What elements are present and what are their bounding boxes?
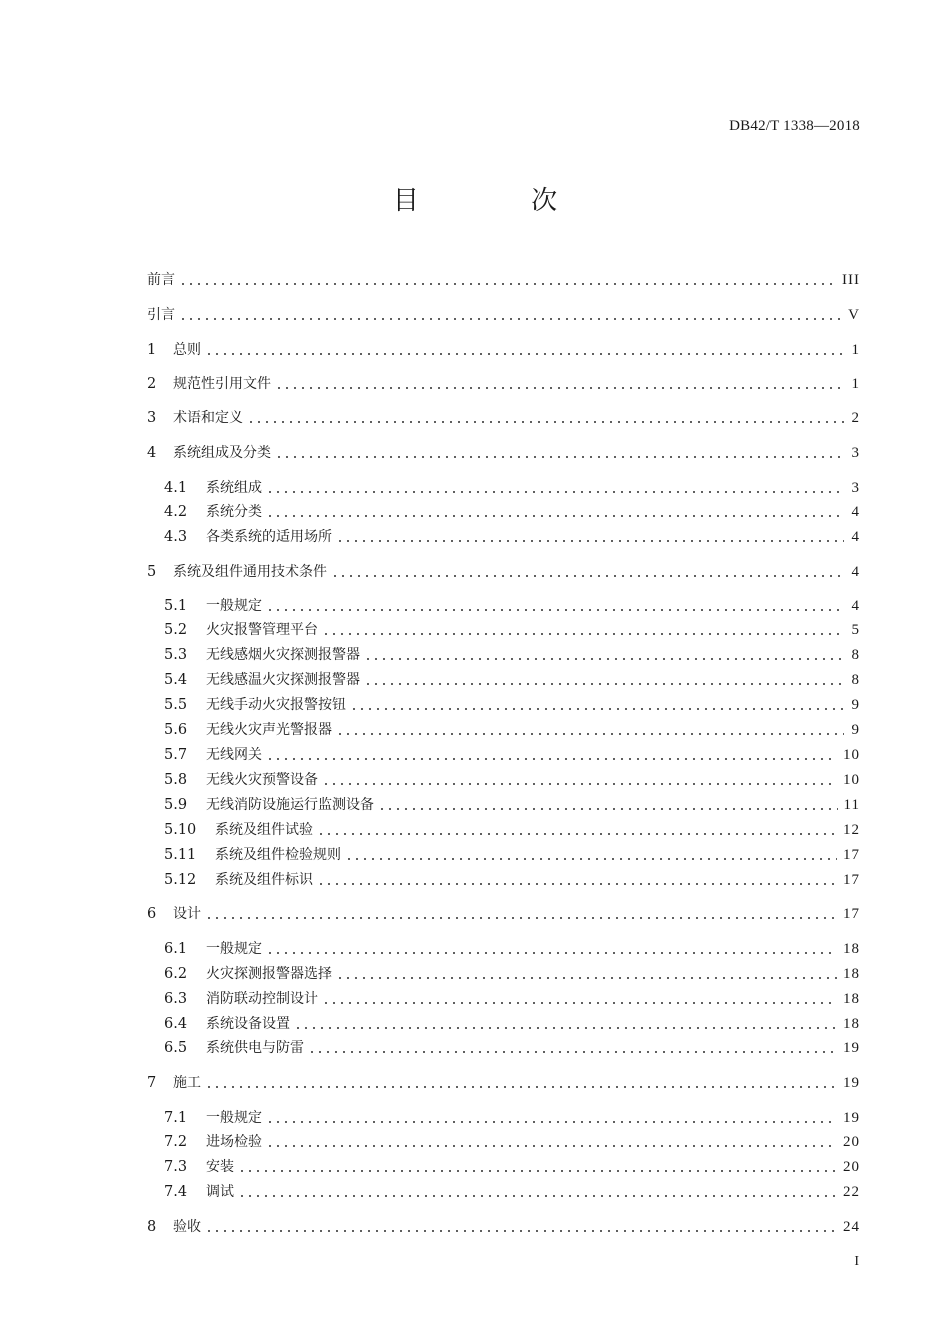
toc-entry-number: 5.3 bbox=[164, 647, 188, 663]
toc-entry[interactable] bbox=[164, 645, 860, 665]
toc-entry-label: 规范性引用文件 bbox=[173, 376, 271, 392]
toc-entry-label: 设计 bbox=[173, 906, 201, 922]
toc-entry-label: 无线火灾预警设备 bbox=[206, 772, 318, 788]
dot-leader bbox=[364, 683, 844, 685]
toc-entry-page: 2 bbox=[851, 410, 860, 426]
dot-leader bbox=[205, 353, 844, 355]
toc-entry-page: 17 bbox=[843, 872, 860, 888]
toc-entry-page: 4 bbox=[851, 598, 860, 614]
toc-entry-page: 4 bbox=[851, 529, 860, 545]
toc-entry[interactable] bbox=[147, 562, 860, 582]
toc-entry[interactable] bbox=[164, 1132, 860, 1152]
dot-leader bbox=[266, 609, 844, 611]
toc-entry-number: 6.2 bbox=[164, 966, 188, 982]
dot-leader bbox=[266, 758, 837, 760]
toc-entry-label: 引言 bbox=[147, 307, 175, 323]
toc-entry[interactable] bbox=[164, 870, 860, 890]
toc-entry-number: 6.5 bbox=[164, 1040, 188, 1056]
toc-entry-label: 系统及组件检验规则 bbox=[215, 847, 341, 863]
toc-entry-label: 一般规定 bbox=[206, 941, 262, 957]
toc-entry-label: 无线网关 bbox=[206, 747, 262, 763]
toc-entry[interactable] bbox=[164, 527, 860, 547]
standard-code: DB42/T 1338—2018 bbox=[729, 118, 860, 134]
toc-entry-page: 8 bbox=[851, 672, 860, 688]
page-number: I bbox=[854, 1254, 859, 1269]
toc-entry[interactable] bbox=[147, 305, 860, 325]
toc-entry-label: 无线手动火灾报警按钮 bbox=[206, 697, 346, 713]
toc-entry-label: 系统供电与防雷 bbox=[206, 1040, 304, 1056]
toc-entry[interactable] bbox=[164, 1014, 860, 1034]
toc-entry-number: 5.4 bbox=[164, 672, 188, 688]
toc-entry-label: 系统及组件标识 bbox=[215, 872, 313, 888]
dot-leader bbox=[179, 283, 836, 285]
toc-entry-page: 10 bbox=[843, 747, 860, 763]
toc-entry-label: 无线感烟火灾探测报警器 bbox=[206, 647, 360, 663]
toc-entry-label: 调试 bbox=[206, 1184, 234, 1200]
toc-entry-page: 9 bbox=[851, 722, 860, 738]
toc-entry-page: 18 bbox=[843, 941, 860, 957]
toc-entry-label: 一般规定 bbox=[206, 1110, 262, 1126]
toc-entry-label: 系统组成 bbox=[206, 480, 262, 496]
dot-leader bbox=[322, 783, 837, 785]
dot-leader bbox=[266, 1145, 837, 1147]
toc-entry-page: 1 bbox=[851, 342, 860, 358]
toc-entry[interactable] bbox=[164, 939, 860, 959]
dot-leader bbox=[308, 1051, 837, 1053]
dot-leader bbox=[294, 1027, 837, 1029]
dot-leader bbox=[364, 658, 844, 660]
toc-entry-label: 一般规定 bbox=[206, 598, 262, 614]
toc-entry-number: 4.3 bbox=[164, 529, 188, 545]
toc-entry-label: 术语和定义 bbox=[173, 410, 243, 426]
toc-entry-label: 进场检验 bbox=[206, 1134, 262, 1150]
toc-entry[interactable] bbox=[147, 1073, 860, 1093]
toc-entry[interactable] bbox=[147, 340, 860, 360]
toc-entry-number: 5.6 bbox=[164, 722, 188, 738]
toc-entry-label: 各类系统的适用场所 bbox=[206, 529, 332, 545]
dot-leader bbox=[336, 733, 844, 735]
toc-entry-page: 19 bbox=[843, 1075, 860, 1091]
toc-entry-label: 无线火灾声光警报器 bbox=[206, 722, 332, 738]
toc-entry[interactable] bbox=[164, 1182, 860, 1202]
toc-entry[interactable] bbox=[164, 1038, 860, 1058]
dot-leader bbox=[331, 575, 844, 577]
toc-entry-page: 5 bbox=[851, 622, 860, 638]
toc-entry-page: 4 bbox=[851, 504, 860, 520]
toc-entry[interactable] bbox=[164, 502, 860, 522]
toc-entry[interactable] bbox=[164, 745, 860, 765]
toc-entry-number: 7.2 bbox=[164, 1134, 188, 1150]
dot-leader bbox=[247, 421, 844, 423]
toc-entry[interactable] bbox=[164, 720, 860, 740]
toc-entry-page: 18 bbox=[843, 966, 860, 982]
toc-entry-number: 5.1 bbox=[164, 598, 188, 614]
toc-entry-label: 施工 bbox=[173, 1075, 201, 1091]
toc-entry-number: 7.3 bbox=[164, 1159, 188, 1175]
toc-entry-page: 3 bbox=[851, 445, 860, 461]
toc-entry[interactable] bbox=[164, 770, 860, 790]
toc-entry-label: 火灾报警管理平台 bbox=[206, 622, 318, 638]
toc-entry-number: 7 bbox=[147, 1075, 157, 1091]
toc-entry-number: 5.5 bbox=[164, 697, 188, 713]
toc-entry-number: 6 bbox=[147, 906, 157, 922]
toc-entry-number: 5 bbox=[147, 564, 157, 580]
toc-entry-page: III bbox=[842, 272, 860, 288]
toc-entry-page: 11 bbox=[843, 797, 860, 813]
toc-entry[interactable] bbox=[164, 1157, 860, 1177]
toc-entry[interactable] bbox=[164, 795, 860, 815]
toc-entry[interactable] bbox=[164, 1108, 860, 1128]
dot-leader bbox=[322, 1002, 837, 1004]
toc-entry-number: 5.12 bbox=[164, 872, 197, 888]
toc-entry-number: 4.2 bbox=[164, 504, 188, 520]
dot-leader bbox=[317, 833, 837, 835]
toc-entry-label: 系统设备设置 bbox=[206, 1016, 290, 1032]
toc-entry[interactable] bbox=[147, 904, 860, 924]
toc-entry-label: 前言 bbox=[147, 272, 175, 288]
toc-entry[interactable] bbox=[147, 408, 860, 428]
toc-entry-label: 系统及组件通用技术条件 bbox=[173, 564, 327, 580]
dot-leader bbox=[345, 858, 837, 860]
toc-entry-page: 10 bbox=[843, 772, 860, 788]
toc-entry-number: 5.2 bbox=[164, 622, 188, 638]
dot-leader bbox=[266, 515, 844, 517]
toc-entry[interactable] bbox=[164, 695, 860, 715]
dot-leader bbox=[238, 1195, 837, 1197]
dot-leader bbox=[205, 1086, 837, 1088]
toc-entry-page: 17 bbox=[843, 847, 860, 863]
toc-entry[interactable] bbox=[164, 845, 860, 865]
toc-entry-page: 18 bbox=[843, 991, 860, 1007]
toc-entry[interactable] bbox=[164, 620, 860, 640]
dot-leader bbox=[317, 883, 837, 885]
toc-entry-number: 1 bbox=[147, 342, 157, 358]
toc-entry-label: 系统组成及分类 bbox=[173, 445, 271, 461]
toc-entry-label: 消防联动控制设计 bbox=[206, 991, 318, 1007]
toc-entry-number: 6.4 bbox=[164, 1016, 188, 1032]
page-title: 目 次 bbox=[392, 186, 610, 216]
toc-entry[interactable] bbox=[147, 443, 860, 463]
toc-entry-page: 1 bbox=[851, 376, 860, 392]
toc-entry[interactable] bbox=[147, 270, 860, 290]
toc-entry-page: V bbox=[848, 307, 860, 323]
dot-leader bbox=[238, 1170, 837, 1172]
toc-entry-number: 5.8 bbox=[164, 772, 188, 788]
toc-entry-page: 18 bbox=[843, 1016, 860, 1032]
toc-entry-label: 无线消防设施运行监测设备 bbox=[206, 797, 374, 813]
toc-entry-label: 总则 bbox=[173, 342, 201, 358]
toc-entry-number: 6.3 bbox=[164, 991, 188, 1007]
toc-entry[interactable] bbox=[147, 374, 860, 394]
dot-leader bbox=[336, 977, 837, 979]
toc-entry-page: 4 bbox=[851, 564, 860, 580]
toc-entry-page: 20 bbox=[843, 1134, 860, 1150]
dot-leader bbox=[266, 491, 844, 493]
toc-entry-page: 17 bbox=[843, 906, 860, 922]
toc-entry-page: 19 bbox=[843, 1110, 860, 1126]
dot-leader bbox=[266, 1121, 837, 1123]
dot-leader bbox=[275, 387, 844, 389]
toc-entry-number: 7.4 bbox=[164, 1184, 188, 1200]
toc-entry[interactable] bbox=[164, 820, 860, 840]
dot-leader bbox=[350, 708, 844, 710]
toc-entry[interactable] bbox=[164, 478, 860, 498]
toc-entry-page: 20 bbox=[843, 1159, 860, 1175]
toc-entry-number: 5.11 bbox=[164, 847, 197, 863]
toc-entry[interactable] bbox=[164, 989, 860, 1009]
toc-entry-page: 24 bbox=[843, 1219, 860, 1235]
toc-entry-page: 12 bbox=[843, 822, 860, 838]
dot-leader bbox=[322, 633, 844, 635]
toc-entry-number: 3 bbox=[147, 410, 157, 426]
toc-entry-number: 8 bbox=[147, 1219, 157, 1235]
toc-entry-page: 22 bbox=[843, 1184, 860, 1200]
toc-entry[interactable] bbox=[164, 596, 860, 616]
dot-leader bbox=[205, 917, 837, 919]
toc-entry-number: 2 bbox=[147, 376, 157, 392]
toc-entry-number: 7.1 bbox=[164, 1110, 188, 1126]
toc-entry[interactable] bbox=[147, 1217, 860, 1237]
dot-leader bbox=[179, 318, 842, 320]
dot-leader bbox=[336, 540, 844, 542]
toc-entry-label: 系统分类 bbox=[206, 504, 262, 520]
toc-entry-page: 3 bbox=[851, 480, 860, 496]
dot-leader bbox=[378, 808, 838, 810]
toc-entry-label: 验收 bbox=[173, 1219, 201, 1235]
toc-entry-number: 5.7 bbox=[164, 747, 188, 763]
toc-entry-number: 6.1 bbox=[164, 941, 188, 957]
toc-entry-label: 安装 bbox=[206, 1159, 234, 1175]
toc-entry-label: 无线感温火灾探测报警器 bbox=[206, 672, 360, 688]
toc-entry-page: 19 bbox=[843, 1040, 860, 1056]
toc-entry-number: 4 bbox=[147, 445, 157, 461]
toc-entry-number: 4.1 bbox=[164, 480, 188, 496]
dot-leader bbox=[266, 952, 837, 954]
toc-entry-number: 5.10 bbox=[164, 822, 197, 838]
toc-entry-label: 系统及组件试验 bbox=[215, 822, 313, 838]
toc-entry-number: 5.9 bbox=[164, 797, 188, 813]
toc-entry-label: 火灾探测报警器选择 bbox=[206, 966, 332, 982]
dot-leader bbox=[275, 456, 844, 458]
toc-entry-page: 9 bbox=[851, 697, 860, 713]
toc-entry[interactable] bbox=[164, 670, 860, 690]
toc-entry[interactable] bbox=[164, 964, 860, 984]
toc-entry-page: 8 bbox=[851, 647, 860, 663]
dot-leader bbox=[205, 1230, 837, 1232]
